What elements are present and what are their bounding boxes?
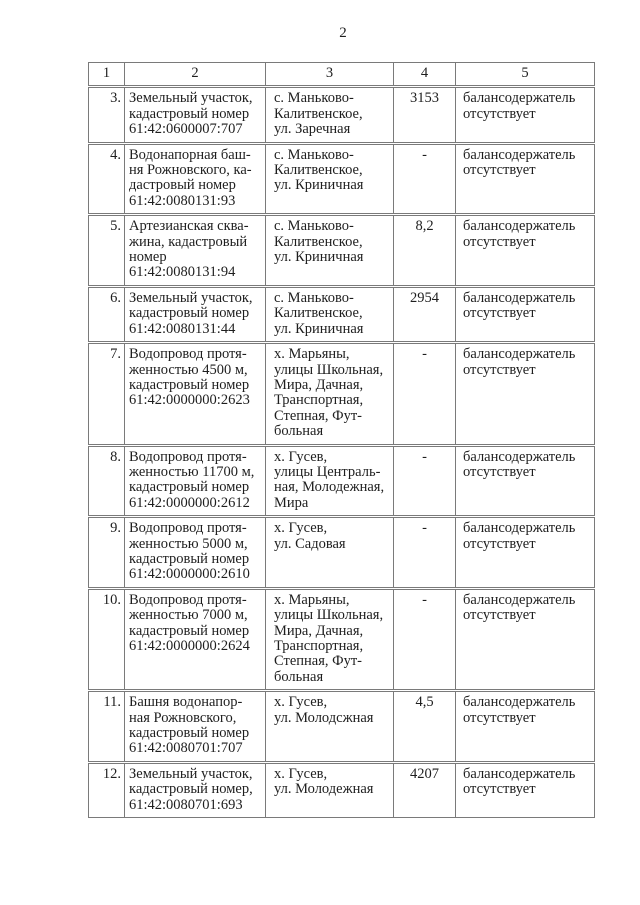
object-name-line: 61:42:0000000:2623 [129,392,250,409]
address-line: с. Маньково- [274,218,354,235]
address-line: больная [274,423,324,440]
object-name-line: женностью 5000 м, [129,535,248,552]
holder-line: балансодержатель [463,289,576,306]
row-number-cell: 11. [89,691,125,763]
holder-line: отсутствует [463,781,536,798]
address-line: ул. Заречная [274,121,351,138]
object-name-line: 61:42:0080701:707 [129,740,243,757]
object-name-line: Водопровод протя- [129,448,247,465]
address-line: Транспортная, [274,638,364,654]
object-name-line: Земельный участок, [129,289,253,306]
address-cell [266,762,394,817]
address-line: Степная, Фут- [274,407,362,424]
object-name-line: кадастровый номер [129,622,250,639]
row-number-cell: 4. [89,143,125,215]
row-number-cell: 3. [89,87,125,143]
object-name-cell [125,762,266,817]
holder-line: отсутствует [463,162,536,179]
holder-cell [456,143,595,215]
holder-line: балансодержатель [463,90,576,107]
value-cell: - [394,143,456,215]
row-number-cell: 7. [89,343,125,445]
holder-line: балансодержатель [463,765,576,782]
address-line: улицы Школьная, [274,607,384,624]
object-name-line: ня Рожновского, ка- [129,162,252,179]
holder-line: балансодержатель [463,591,576,608]
holder-line: балансодержатель [463,520,576,537]
address-line: х. Гусев, [274,520,328,537]
address-line: ул. Криничная [274,320,364,337]
object-name-line: 61:42:0080131:44 [129,320,236,337]
header-cell-1: 1 [89,63,125,87]
holder-cell [456,445,595,517]
object-name-line: женностью 4500 м, [129,361,248,378]
object-name-line: женностью 11700 м, [129,463,255,480]
value-cell: - [394,445,456,517]
holder-line: балансодержатель [463,448,576,465]
object-name-line: кадастровый номер [129,376,250,393]
holder-line: балансодержатель [463,346,576,363]
address-line: Калитвенское, [274,162,363,179]
address-line: ул. Садовая [274,535,346,552]
object-name-line: кадастровый номер [129,550,250,567]
table-row [89,286,595,342]
header-cell-2: 2 [125,63,266,87]
address-line: ул. Молодсжная [274,709,374,726]
holder-line: отсутствует [463,105,536,122]
holder-cell [456,215,595,287]
value-cell: 8,2 [394,215,456,287]
address-cell [266,445,394,517]
address-line: х. Марьяны, [274,591,350,608]
object-name-line: Земельный участок, [129,90,253,107]
objects-table [88,62,595,818]
address-line: Калитвенское, [274,233,363,250]
holder-line: отсутствует [463,233,536,250]
object-name-line: Земельный участок, [129,765,253,782]
object-name-line: Водопровод протя- [129,591,247,608]
row-number-cell: 5. [89,215,125,287]
row-number-cell: 8. [89,445,125,517]
header-cell-4: 4 [394,63,456,87]
object-name-line: Артезианская сква- [129,218,249,235]
row-number-cell: 12. [89,762,125,817]
holder-line: отсутствует [463,709,536,726]
object-name-line: номер [129,249,167,266]
address-cell [266,286,394,342]
table-row [89,343,595,445]
row-number-cell: 10. [89,588,125,690]
page-number: 2 [339,25,347,41]
holder-cell [456,343,595,445]
object-name-line: кадастровый номер, [129,781,253,798]
objects-table-container [88,62,594,818]
table-row [89,691,595,763]
value-cell: - [394,588,456,690]
holder-cell [456,286,595,342]
value-cell: 4207 [394,762,456,817]
address-line: улицы Централь- [274,463,381,480]
address-cell [266,143,394,215]
address-line: Мира, Дачная, [274,376,364,393]
address-line: ул. Криничная [274,177,364,194]
object-name-cell [125,286,266,342]
object-name-line: 61:42:0000000:2610 [129,566,250,583]
table-row [89,143,595,215]
value-cell: - [394,343,456,445]
object-name-line: женностью 7000 м, [129,607,248,624]
address-line: ул. Криничная [274,249,364,266]
header-cell-5: 5 [456,63,595,87]
address-line: с. Маньково- [274,146,354,163]
holder-cell [456,87,595,143]
object-name-line: Водонапорная баш- [129,146,251,163]
object-name-line: 61:42:0600007:707 [129,121,243,138]
table-row [89,517,595,589]
holder-line: балансодержатель [463,694,576,711]
holder-cell [456,588,595,690]
object-name-line: 61:42:0000000:2612 [129,494,250,511]
object-name-line: Водопровод протя- [129,520,247,537]
address-cell [266,87,394,143]
holder-line: балансодержатель [463,218,576,235]
address-line: х. Гусев, [274,765,328,782]
value-cell: 4,5 [394,691,456,763]
address-line: ул. Молодежная [274,781,374,798]
object-name-line: ная Рожновского, [129,709,237,726]
value-cell: 3153 [394,87,456,143]
address-line: ная, Молодежная, [274,479,385,496]
holder-line: отсутствует [463,607,536,624]
address-line: улицы Школьная, [274,361,384,378]
object-name-line: 61:42:0000000:2624 [129,638,250,654]
object-name-line: кадастровый номер [129,725,250,742]
address-line: с. Маньково- [274,289,354,306]
address-line: Калитвенское, [274,305,363,322]
table-row [89,215,595,287]
address-line: х. Гусев, [274,694,328,711]
address-cell [266,691,394,763]
object-name-cell [125,588,266,690]
object-name-cell [125,87,266,143]
address-line: Степная, Фут- [274,653,362,670]
value-cell: 2954 [394,286,456,342]
object-name-cell [125,517,266,589]
holder-line: отсутствует [463,535,536,552]
holder-line: балансодержатель [463,146,576,163]
object-name-line: Башня водонапор- [129,694,243,711]
object-name-cell [125,215,266,287]
value-cell: - [394,517,456,589]
address-cell [266,215,394,287]
table-row [89,588,595,690]
object-name-cell [125,691,266,763]
address-cell [266,517,394,589]
address-line: Мира [274,494,309,511]
holder-line: отсутствует [463,305,536,322]
table-header-row [89,63,595,87]
header-cell-3: 3 [266,63,394,87]
address-line: Калитвенское, [274,105,363,122]
table-row [89,445,595,517]
object-name-line: кадастровый номер [129,479,250,496]
address-line: Мира, Дачная, [274,622,364,639]
object-name-line: кадастровый номер [129,305,250,322]
holder-line: отсутствует [463,361,536,378]
object-name-cell [125,343,266,445]
holder-cell [456,691,595,763]
object-name-line: 61:42:0080131:93 [129,192,236,209]
object-name-cell [125,143,266,215]
table-row [89,762,595,817]
object-name-cell [125,445,266,517]
holder-line: отсутствует [463,463,536,480]
object-name-line: жина, кадастровый [129,233,248,250]
holder-cell [456,517,595,589]
object-name-line: Водопровод протя- [129,346,247,363]
address-cell [266,588,394,690]
address-line: Транспортная, [274,392,364,409]
table-body [89,63,595,818]
address-cell [266,343,394,445]
row-number-cell: 9. [89,517,125,589]
address-line: с. Маньково- [274,90,354,107]
object-name-line: 61:42:0080701:693 [129,796,243,813]
address-line: больная [274,668,324,685]
table-row [89,87,595,143]
row-number-cell: 6. [89,286,125,342]
object-name-line: кадастровый номер [129,105,250,122]
holder-cell [456,762,595,817]
address-line: х. Гусев, [274,448,328,465]
object-name-line: 61:42:0080131:94 [129,264,236,281]
address-line: х. Марьяны, [274,346,350,363]
object-name-line: дастровый номер [129,177,236,194]
